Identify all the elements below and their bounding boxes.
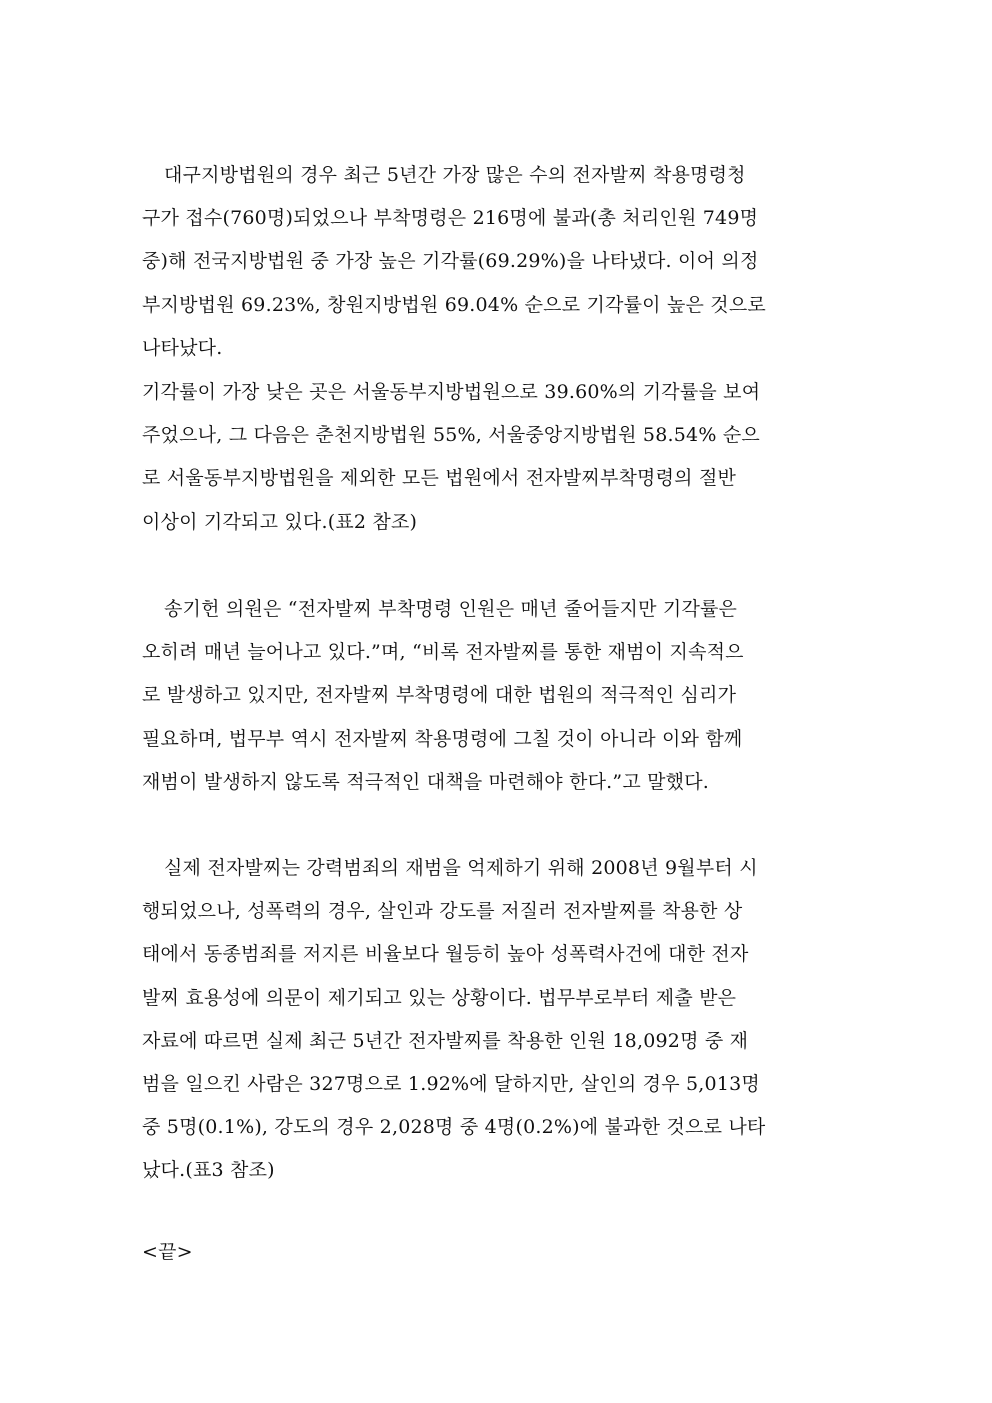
paragraph-line: 주었으나, 그 다음은 춘천지방법원 55%, 서울중앙지방법원 58.54% 순으 <box>142 424 760 447</box>
paragraph-lowest-rejection-rate <box>142 371 854 544</box>
paragraph-line: 재범이 발생하지 않도록 적극적인 대책을 마련해야 한다.”고 말했다. <box>142 770 710 793</box>
paragraph-lawmaker-quote <box>142 588 854 804</box>
paragraph-line: 태에서 동종범죄를 저지른 비율보다 월등히 높아 성폭력사건에 대한 전자 <box>142 943 749 966</box>
paragraph-line: 대구지방법원의 경우 최근 5년간 가장 많은 수의 전자발찌 착용명령청 <box>164 164 746 186</box>
paragraph-line: 나타났다. <box>142 336 223 359</box>
paragraph-line: 자료에 따르면 실제 최근 5년간 전자발찌를 착용한 인원 18,092명 중 재 <box>142 1029 749 1052</box>
paragraph-line: 중)해 전국지방법원 중 가장 높은 기각률(69.29%)을 나타냈다. 이어 의정 <box>142 250 759 273</box>
paragraph-line: 로 서울동부지방법원을 제외한 모든 법원에서 전자발찌부착명령의 절반 <box>142 467 737 490</box>
paragraph-line: 오히려 매년 늘어나고 있다.”며, “비록 전자발찌를 통한 재범이 지속적으 <box>142 641 744 664</box>
paragraph-line: 송기헌 의원은 “전자발찌 부착명령 인원은 매년 줄어들지만 기각률은 <box>164 598 738 620</box>
paragraph-line: 발찌 효용성에 의문이 제기되고 있는 상황이다. 법무부로부터 제출 받은 <box>142 986 737 1009</box>
paragraph-recidivism-statistics <box>142 847 854 1193</box>
paragraph-line: 기각률이 가장 낮은 곳은 서울동부지방법원으로 39.60%의 기각률을 보여 <box>142 381 761 403</box>
paragraph-line: 실제 전자발찌는 강력범죄의 재범을 억제하기 위해 2008년 9월부터 시 <box>164 857 758 879</box>
paragraph-line: 구가 접수(760명)되었으나 부착명령은 216명에 불과(총 처리인원 749명 <box>142 207 759 230</box>
paragraph-line: 났다.(표3 참조) <box>142 1159 275 1182</box>
paragraph-line: 필요하며, 법무부 역시 전자발찌 착용명령에 그칠 것이 아니라 이와 함께 <box>142 727 743 750</box>
paragraph-daegu-court-rejection-rate <box>142 154 854 370</box>
paragraph-line: 범을 일으킨 사람은 327명으로 1.92%에 달하지만, 살인의 경우 5,013명 <box>142 1072 760 1095</box>
closing-text: <끝> <box>142 1241 193 1263</box>
paragraph-line: 로 발생하고 있지만, 전자발찌 부착명령에 대한 법원의 적극적인 심리가 <box>142 684 737 707</box>
paragraph-line: 중 5명(0.1%), 강도의 경우 2,028명 중 4명(0.2%)에 불과한 것으로 나타 <box>142 1116 766 1139</box>
paragraph-line: 부지방법원 69.23%, 창원지방법원 69.04% 순으로 기각률이 높은 것으로 <box>142 293 766 316</box>
paragraph-line: 행되었으나, 성폭력의 경우, 살인과 강도를 저질러 전자발찌를 착용한 상 <box>142 900 743 923</box>
closing-mark <box>142 1231 854 1274</box>
paragraph-line: 이상이 기각되고 있다.(표2 참조) <box>142 510 418 533</box>
